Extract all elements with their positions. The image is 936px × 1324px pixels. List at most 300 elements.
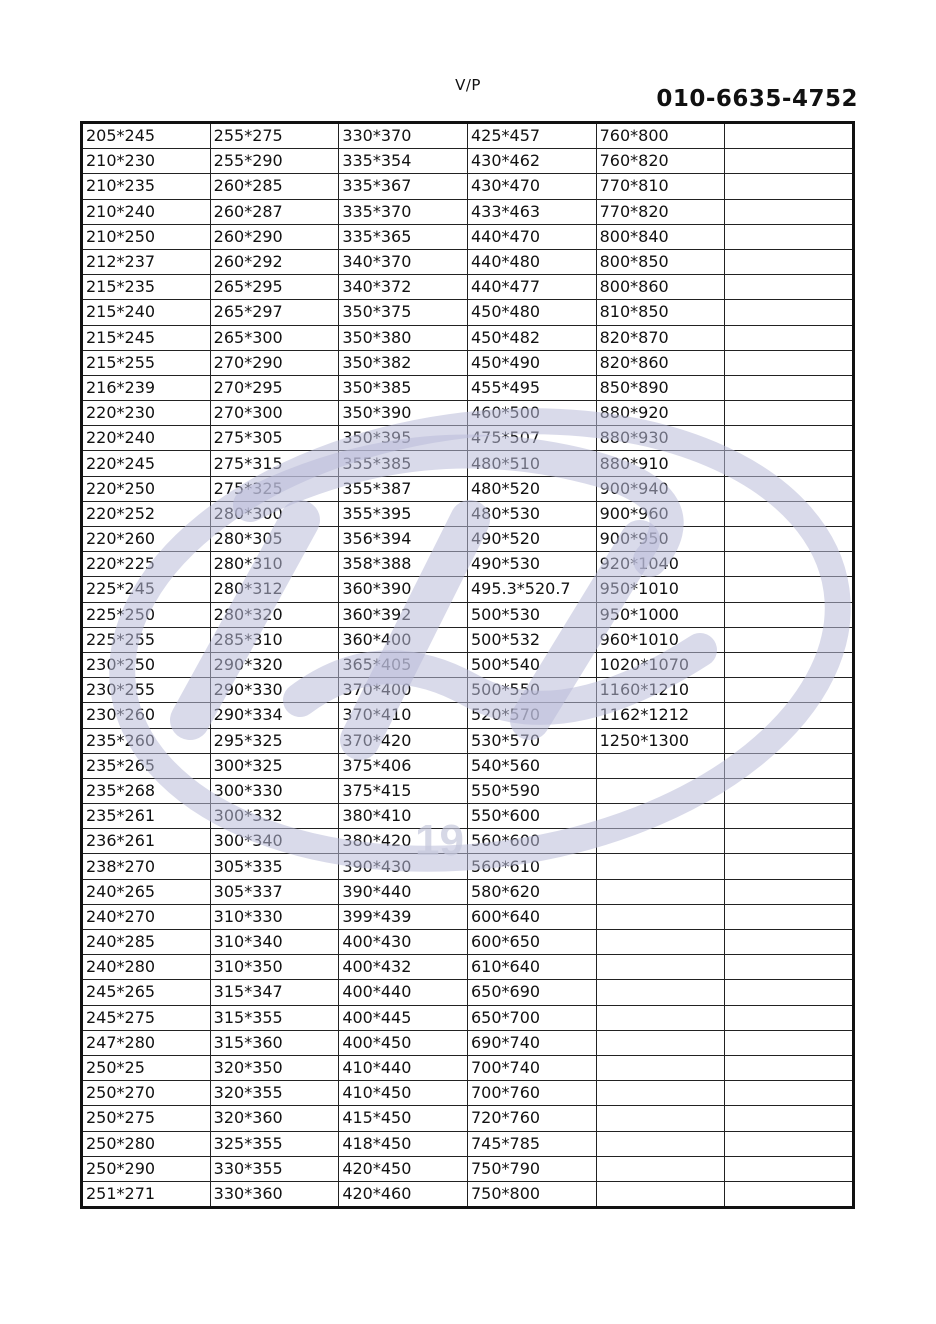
table-cell: 1020*1070 [596,652,725,677]
table-row [82,1131,854,1156]
table-cell: 760*800 [596,123,725,149]
table-cell: 700*760 [467,1081,596,1106]
table-cell: 460*500 [467,401,596,426]
table-cell: 800*840 [596,224,725,249]
table-cell: 335*365 [339,224,468,249]
table-cell [596,904,725,929]
table-cell: 220*240 [82,426,211,451]
table-cell: 285*310 [210,627,339,652]
table-row [82,426,854,451]
table-row [82,325,854,350]
table-cell [725,577,854,602]
table-cell: 355*395 [339,501,468,526]
table-cell: 440*480 [467,249,596,274]
table-cell [725,199,854,224]
table-cell [725,1030,854,1055]
table-cell: 880*910 [596,451,725,476]
table-cell: 220*245 [82,451,211,476]
table-cell: 550*600 [467,804,596,829]
table-row [82,778,854,803]
table-cell: 220*230 [82,401,211,426]
table-cell: 350*385 [339,375,468,400]
table-cell: 280*312 [210,577,339,602]
table-cell: 410*450 [339,1081,468,1106]
table-cell [725,703,854,728]
table-cell [725,426,854,451]
table-cell [596,804,725,829]
table-cell: 230*260 [82,703,211,728]
table-cell: 210*235 [82,174,211,199]
table-cell: 255*290 [210,149,339,174]
table-row [82,1030,854,1055]
table-cell: 235*268 [82,778,211,803]
table-cell: 560*610 [467,854,596,879]
table-cell: 245*265 [82,980,211,1005]
table-cell: 270*300 [210,401,339,426]
table-cell: 275*315 [210,451,339,476]
table-cell: 250*280 [82,1131,211,1156]
table-cell: 250*25 [82,1055,211,1080]
table-cell: 360*390 [339,577,468,602]
table-row [82,275,854,300]
table-row [82,980,854,1005]
table-cell: 215*235 [82,275,211,300]
table-cell: 390*440 [339,879,468,904]
table-cell: 375*406 [339,753,468,778]
table-row [82,1106,854,1131]
table-cell: 455*495 [467,375,596,400]
table-row [82,552,854,577]
table-cell: 600*650 [467,930,596,955]
table-cell: 210*230 [82,149,211,174]
table-cell: 340*370 [339,249,468,274]
table-cell [725,1005,854,1030]
table-cell: 236*261 [82,829,211,854]
table-cell: 220*225 [82,552,211,577]
table-cell: 690*740 [467,1030,596,1055]
table-cell: 310*330 [210,904,339,929]
table-cell: 310*350 [210,955,339,980]
table-cell: 216*239 [82,375,211,400]
table-cell [725,955,854,980]
table-cell: 280*310 [210,552,339,577]
table-cell: 350*395 [339,426,468,451]
table-cell [725,451,854,476]
table-cell: 418*450 [339,1131,468,1156]
table-cell: 400*450 [339,1030,468,1055]
table-cell [725,879,854,904]
table-cell [596,1081,725,1106]
table-cell [725,275,854,300]
table-cell: 480*520 [467,476,596,501]
table-cell: 330*355 [210,1156,339,1181]
table-cell: 290*320 [210,652,339,677]
table-row [82,300,854,325]
table-cell: 490*520 [467,527,596,552]
table-row [82,174,854,199]
table-cell [596,1131,725,1156]
table-cell: 610*640 [467,955,596,980]
table-cell: 480*510 [467,451,596,476]
table-cell: 550*590 [467,778,596,803]
table-cell: 500*530 [467,602,596,627]
table-row [82,1181,854,1207]
table-cell: 950*1000 [596,602,725,627]
table-cell: 960*1010 [596,627,725,652]
table-cell [596,1181,725,1207]
table-cell: 800*860 [596,275,725,300]
table-cell: 450*480 [467,300,596,325]
table-cell [725,249,854,274]
table-row [82,350,854,375]
table-cell: 280*305 [210,527,339,552]
table-cell: 500*550 [467,678,596,703]
table-cell: 305*335 [210,854,339,879]
table-cell: 280*320 [210,602,339,627]
table-cell: 500*532 [467,627,596,652]
table-cell: 335*367 [339,174,468,199]
table-cell: 265*300 [210,325,339,350]
table-cell: 225*250 [82,602,211,627]
table-cell: 215*240 [82,300,211,325]
table-cell: 330*370 [339,123,468,149]
table-cell: 210*240 [82,199,211,224]
watermark-year: 19 [415,816,464,865]
table-cell: 750*790 [467,1156,596,1181]
table-row [82,401,854,426]
table-cell: 900*940 [596,476,725,501]
table-cell [725,401,854,426]
table-cell: 820*870 [596,325,725,350]
table-cell [725,829,854,854]
table-cell [596,955,725,980]
table-cell: 315*355 [210,1005,339,1030]
table-cell: 290*334 [210,703,339,728]
table-row [82,149,854,174]
table-cell: 330*360 [210,1181,339,1207]
table-cell: 800*850 [596,249,725,274]
table-cell: 350*382 [339,350,468,375]
table-cell: 335*370 [339,199,468,224]
table-cell: 215*255 [82,350,211,375]
table-cell: 1250*1300 [596,728,725,753]
table-cell: 820*860 [596,350,725,375]
table-row [82,1005,854,1030]
table-cell: 850*890 [596,375,725,400]
table-cell [596,778,725,803]
table-cell: 360*392 [339,602,468,627]
table-cell: 350*380 [339,325,468,350]
table-row [82,527,854,552]
table-cell: 430*462 [467,149,596,174]
table-cell: 355*387 [339,476,468,501]
table-row [82,930,854,955]
table-cell: 235*261 [82,804,211,829]
table-cell: 335*354 [339,149,468,174]
table-row [82,652,854,677]
table-cell [725,1081,854,1106]
table-row [82,678,854,703]
table-cell [725,174,854,199]
table-cell: 390*430 [339,854,468,879]
table-cell: 375*415 [339,778,468,803]
table-cell [725,678,854,703]
table-cell: 235*260 [82,728,211,753]
table-cell: 280*300 [210,501,339,526]
table-row [82,224,854,249]
table-cell [596,1055,725,1080]
table-cell: 410*440 [339,1055,468,1080]
table-cell: 300*340 [210,829,339,854]
table-cell: 270*295 [210,375,339,400]
table-cell: 380*410 [339,804,468,829]
table-cell: 230*255 [82,678,211,703]
table-cell: 1160*1210 [596,678,725,703]
table-row [82,451,854,476]
table-row [82,249,854,274]
table-cell: 225*245 [82,577,211,602]
table-cell: 400*432 [339,955,468,980]
table-cell: 350*375 [339,300,468,325]
table-cell [725,1181,854,1207]
table-cell: 320*355 [210,1081,339,1106]
table-cell: 240*270 [82,904,211,929]
table-cell [596,930,725,955]
table-row [82,904,854,929]
table-cell [725,1106,854,1131]
page-title: V/P [455,76,481,94]
table-cell: 650*700 [467,1005,596,1030]
table-cell [725,804,854,829]
table-cell: 720*760 [467,1106,596,1131]
table-cell: 370*420 [339,728,468,753]
table-cell [725,1156,854,1181]
size-table [80,121,855,1209]
table-cell: 230*250 [82,652,211,677]
table-cell: 370*400 [339,678,468,703]
table-cell [725,325,854,350]
table-cell: 295*325 [210,728,339,753]
table-cell [725,1055,854,1080]
table-cell [725,350,854,375]
table-cell: 300*332 [210,804,339,829]
table-cell: 212*237 [82,249,211,274]
table-cell: 900*960 [596,501,725,526]
table-cell: 365*405 [339,652,468,677]
table-cell: 380*420 [339,829,468,854]
table-row [82,804,854,829]
table-cell [725,123,854,149]
table-cell: 260*285 [210,174,339,199]
table-cell [725,602,854,627]
table-row [82,753,854,778]
table-cell: 250*275 [82,1106,211,1131]
table-cell: 500*540 [467,652,596,677]
table-cell: 355*385 [339,451,468,476]
table-cell: 745*785 [467,1131,596,1156]
table-row [82,1055,854,1080]
table-cell: 238*270 [82,854,211,879]
table-cell [725,652,854,677]
table-cell [596,1030,725,1055]
table-cell: 400*445 [339,1005,468,1030]
table-cell: 415*450 [339,1106,468,1131]
table-cell: 425*457 [467,123,596,149]
table-row [82,1081,854,1106]
table-row [82,627,854,652]
table-cell [725,854,854,879]
table-cell [725,753,854,778]
table-cell: 320*360 [210,1106,339,1131]
table-cell [725,904,854,929]
table-cell: 265*295 [210,275,339,300]
table-cell: 440*470 [467,224,596,249]
table-cell: 900*950 [596,527,725,552]
table-cell: 275*325 [210,476,339,501]
table-cell: 275*305 [210,426,339,451]
table-cell: 495.3*520.7 [467,577,596,602]
table-cell: 399*439 [339,904,468,929]
table-cell: 250*270 [82,1081,211,1106]
table-cell: 250*290 [82,1156,211,1181]
table-cell [596,1106,725,1131]
table-cell: 1162*1212 [596,703,725,728]
table-cell: 235*265 [82,753,211,778]
table-cell [725,527,854,552]
table-cell [725,300,854,325]
table-row [82,854,854,879]
table-cell: 400*440 [339,980,468,1005]
table-cell: 305*337 [210,879,339,904]
table-cell [725,224,854,249]
table-cell [596,829,725,854]
table-cell: 325*355 [210,1131,339,1156]
table-row [82,703,854,728]
table-cell: 433*463 [467,199,596,224]
table-cell [725,375,854,400]
table-cell: 260*290 [210,224,339,249]
table-cell [596,980,725,1005]
table-cell: 600*640 [467,904,596,929]
table-cell: 245*275 [82,1005,211,1030]
table-cell: 560*600 [467,829,596,854]
table-cell: 315*347 [210,980,339,1005]
table-cell: 240*280 [82,955,211,980]
table-cell: 356*394 [339,527,468,552]
table-cell: 450*490 [467,350,596,375]
table-cell: 205*245 [82,123,211,149]
table-cell: 260*287 [210,199,339,224]
table-cell: 350*390 [339,401,468,426]
table-cell: 260*292 [210,249,339,274]
table-cell [725,627,854,652]
table-cell: 220*252 [82,501,211,526]
table-row [82,501,854,526]
table-cell: 700*740 [467,1055,596,1080]
table-cell: 770*820 [596,199,725,224]
table-cell: 320*350 [210,1055,339,1080]
table-cell: 520*570 [467,703,596,728]
table-cell: 880*930 [596,426,725,451]
table-cell [596,753,725,778]
table-cell: 265*297 [210,300,339,325]
table-row [82,728,854,753]
table-cell: 810*850 [596,300,725,325]
table-cell: 430*470 [467,174,596,199]
table-cell: 290*330 [210,678,339,703]
table-row [82,1156,854,1181]
table-cell: 920*1040 [596,552,725,577]
table-cell: 540*560 [467,753,596,778]
table-cell: 340*372 [339,275,468,300]
table-cell: 490*530 [467,552,596,577]
table-cell: 400*430 [339,930,468,955]
table-cell: 300*330 [210,778,339,803]
table-cell: 251*271 [82,1181,211,1207]
table-row [82,199,854,224]
table-cell: 210*250 [82,224,211,249]
table-cell [725,149,854,174]
table-cell: 240*285 [82,930,211,955]
table-cell: 240*265 [82,879,211,904]
table-cell: 215*245 [82,325,211,350]
table-cell: 475*507 [467,426,596,451]
table-cell [596,854,725,879]
table-cell: 315*360 [210,1030,339,1055]
table-row [82,375,854,400]
table-cell: 760*820 [596,149,725,174]
table-cell: 225*255 [82,627,211,652]
table-cell: 770*810 [596,174,725,199]
table-cell [725,552,854,577]
table-cell: 255*275 [210,123,339,149]
table-row [82,879,854,904]
table-cell: 420*450 [339,1156,468,1181]
table-cell: 358*388 [339,552,468,577]
table-cell [725,980,854,1005]
table-cell [725,728,854,753]
table-cell: 950*1010 [596,577,725,602]
table-cell [725,1131,854,1156]
table-cell: 360*400 [339,627,468,652]
size-table-body [82,123,854,1208]
table-cell: 750*800 [467,1181,596,1207]
table-cell: 220*250 [82,476,211,501]
table-cell: 247*280 [82,1030,211,1055]
table-cell [725,476,854,501]
table-cell: 370*410 [339,703,468,728]
table-cell: 270*290 [210,350,339,375]
table-row [82,476,854,501]
table-cell: 300*325 [210,753,339,778]
table-cell: 220*260 [82,527,211,552]
table-row [82,602,854,627]
table-cell: 440*477 [467,275,596,300]
table-row [82,577,854,602]
table-cell [725,501,854,526]
table-cell: 480*530 [467,501,596,526]
table-cell [725,778,854,803]
table-cell [596,1156,725,1181]
table-cell: 420*460 [339,1181,468,1207]
table-cell: 580*620 [467,879,596,904]
table-row [82,955,854,980]
table-cell [596,879,725,904]
table-cell: 530*570 [467,728,596,753]
table-cell: 650*690 [467,980,596,1005]
table-cell [725,930,854,955]
phone-number: 010-6635-4752 [656,86,858,112]
